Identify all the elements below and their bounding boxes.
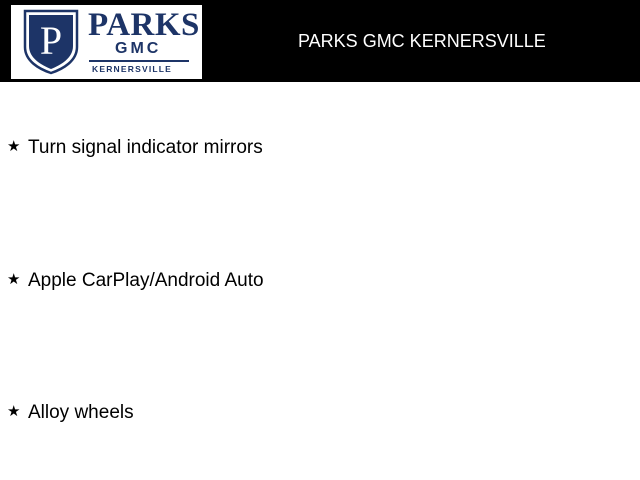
logo-divider bbox=[89, 60, 189, 62]
feature-label: Apple CarPlay/Android Auto bbox=[28, 270, 264, 291]
star-icon: ★ bbox=[7, 137, 21, 155]
feature-label: Alloy wheels bbox=[28, 402, 134, 423]
logo-brand-text: PARKS bbox=[88, 7, 200, 43]
dealer-name: PARKS GMC KERNERSVILLE bbox=[298, 31, 546, 51]
header-bar bbox=[0, 0, 640, 82]
logo-make-text: GMC bbox=[115, 40, 162, 57]
star-icon: ★ bbox=[7, 402, 21, 420]
star-icon: ★ bbox=[7, 270, 21, 288]
dealer-logo[interactable] bbox=[11, 5, 202, 79]
logo-location-text: KERNERSVILLE bbox=[92, 64, 173, 74]
shield-icon bbox=[23, 9, 79, 75]
shield-letter: P bbox=[39, 18, 63, 63]
feature-item bbox=[7, 269, 264, 293]
feature-label: Turn signal indicator mirrors bbox=[28, 137, 263, 158]
feature-item bbox=[7, 136, 263, 160]
feature-item bbox=[7, 401, 134, 425]
